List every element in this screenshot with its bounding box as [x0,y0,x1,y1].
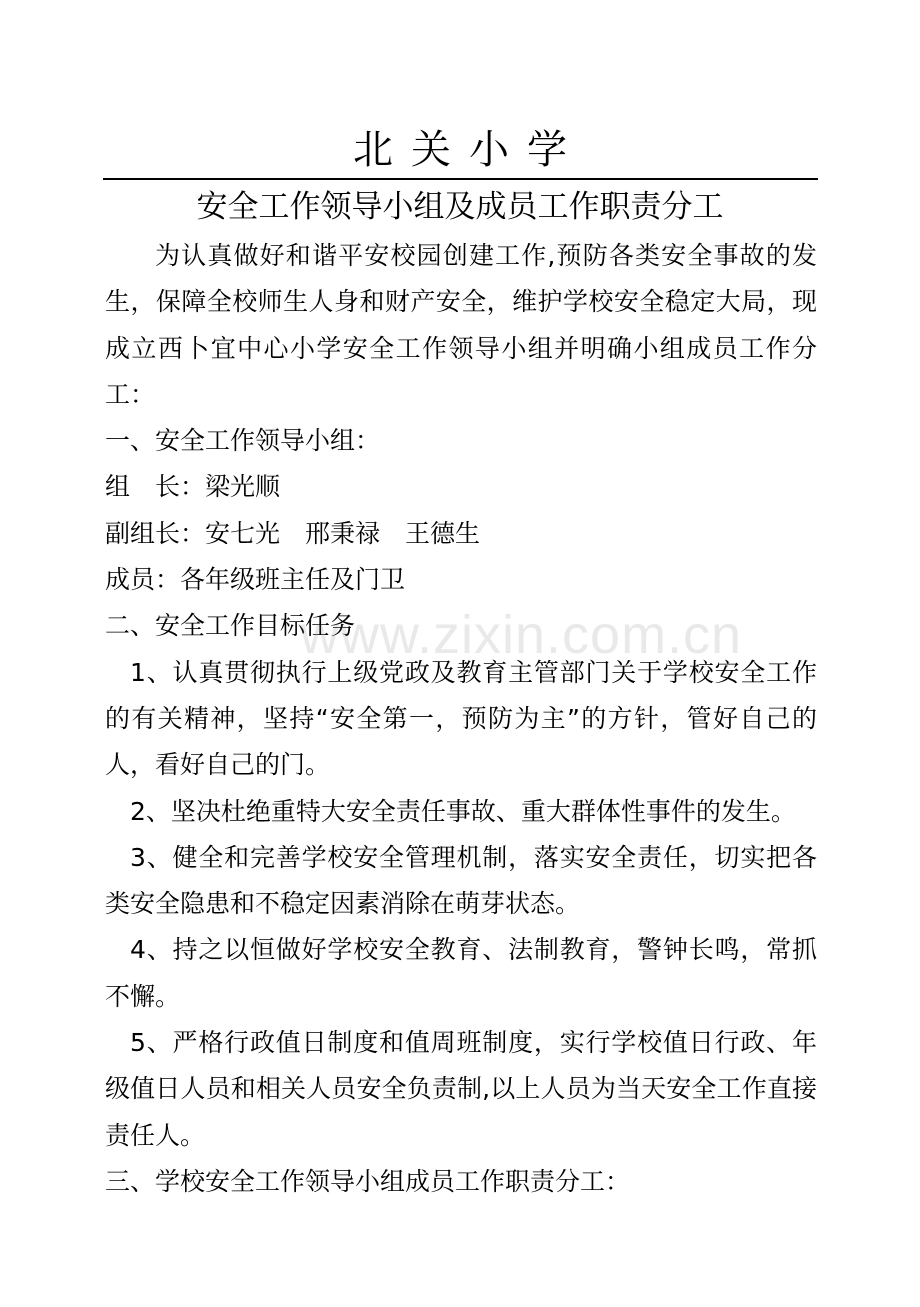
group-leader: 组 长：梁光顺 [105,472,281,502]
document-title: 安全工作领导小组及成员工作职责分工 [196,189,724,225]
intro-paragraph: 为认真做好和谐平安校园创建工作,预防各类安全事故的发生，保障全校师生人身和财产安全，维护学校安全稳定大局，现成立西卜宜中心小学安全工作领导小组并明确小组成员工作分工： [105,241,817,409]
watermark: www.zixin.com.cn [300,605,743,665]
task-item-2: 2、坚决杜绝重特大安全责任事故、重大群体性事件的发生。 [130,796,796,826]
section3-heading: 三、学校安全工作领导小组成员工作职责分工： [105,1166,631,1196]
title-divider [103,178,818,180]
task-item-5: 5、严格行政值日制度和值周班制度，实行学校值日行政、年级值日人员和相关人员安全负责制,以上人员为当天安全工作直接责任人。 [105,1028,817,1150]
section2-heading: 二、安全工作目标任务 [105,611,356,641]
document-body [105,233,817,1205]
group-members: 成员：各年级班主任及门卫 [105,565,406,595]
deputy-leaders: 副组长：安七光 邢秉禄 王德生 [105,518,481,548]
task-item-1: 1、认真贯彻执行上级党政及教育主管部门关于学校安全工作的有关精神，坚持“安全第一，预防为主”的方针，管好自己的人，看好自己的门。 [105,657,817,780]
school-name: 北关小学 [353,127,585,173]
task-item-4: 4、持之以恒做好学校安全教育、法制教育，警钟长鸣，常抓不懈。 [105,935,817,1011]
task-item-3: 3、健全和完善学校安全管理机制，落实安全责任，切实把各类安全隐患和不稳定因素消除在萌芽状态。 [105,842,817,919]
section1-heading: 一、安全工作领导小组： [105,426,381,456]
